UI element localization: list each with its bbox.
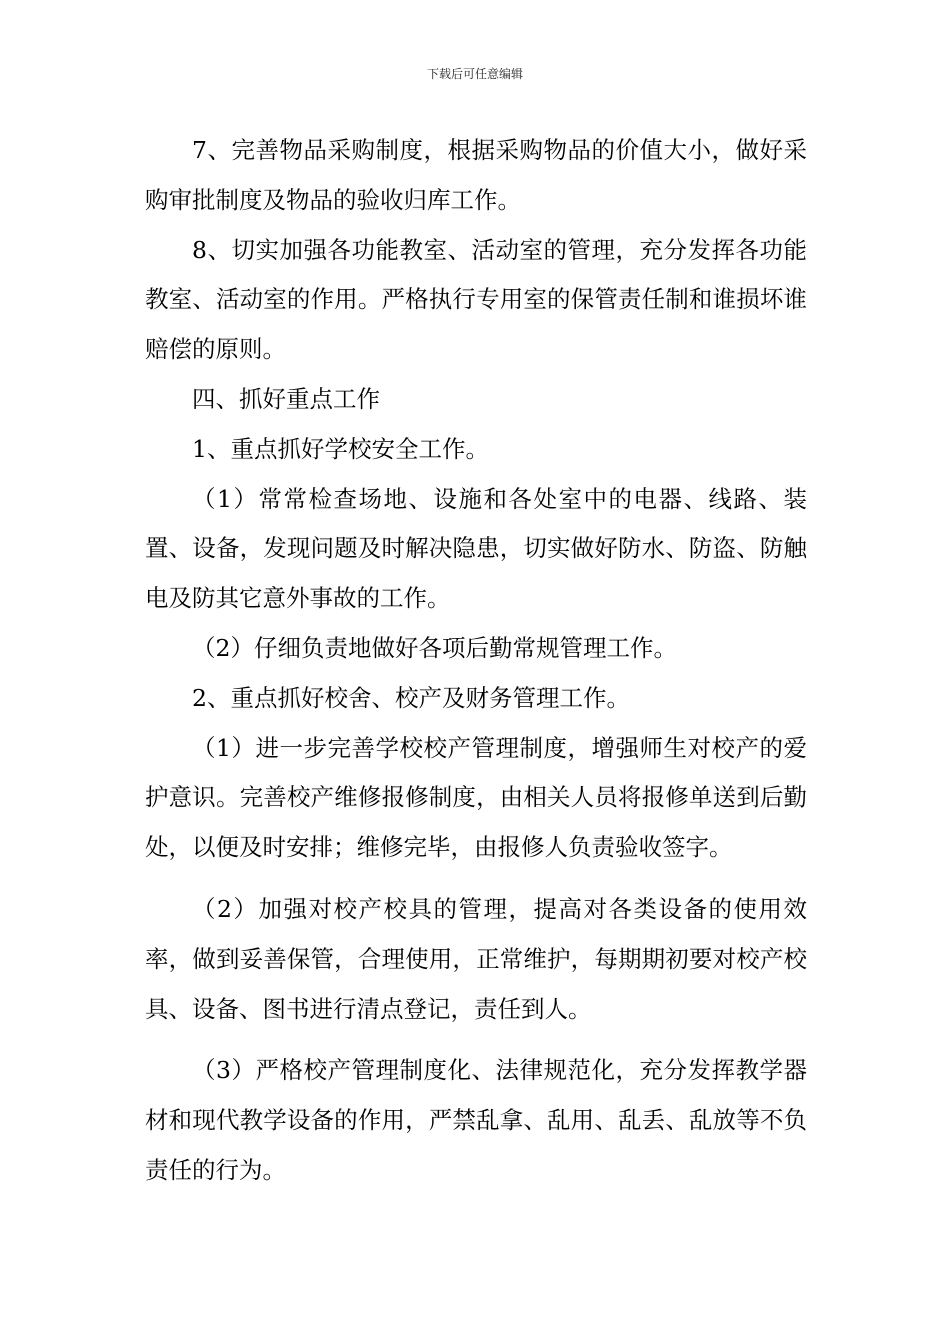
paragraph-asset-regulation: （3）严格校产管理制度化、法律规范化，充分发挥教学器材和现代教学设备的作用，严禁乱拿、乱用、乱丢、乱放等不负责任的行为。	[145, 1056, 807, 1184]
paragraph-assets-heading: 2、重点抓好校舍、校产及财务管理工作。	[192, 683, 630, 712]
page-header: 下载后可任意编辑	[426, 67, 523, 81]
paragraph-procurement: 7、完善物品采购制度，根据采购物品的价值大小，做好采购审批制度及物品的验收归库工作。	[145, 136, 807, 214]
paragraph-asset-system: （1）进一步完善学校校产管理制度，增强师生对校产的爱护意识。完善校产维修报修制度，由相关人员将报修单送到后勤处，以便及时安排；维修完毕，由报修人负责验收签字。	[145, 733, 807, 862]
paragraph-function-rooms: 8、切实加强各功能教室、活动室的管理，充分发挥各功能教室、活动室的作用。严格执行专用室的保管责任制和谁损坏谁赔偿的原则。	[145, 235, 807, 364]
paragraph-asset-management: （2）加强对校产校具的管理，提高对各类设备的使用效率，做到妥善保管，合理使用，正常维护，每期期初要对校产校具、设备、图书进行清点登记，责任到人。	[145, 894, 807, 1023]
paragraph-routine-management: （2）仔细负责地做好各项后勤常规管理工作。	[192, 633, 677, 662]
paragraph-safety-heading: 1、重点抓好学校安全工作。	[192, 434, 489, 463]
document-body	[145, 126, 807, 1196]
paragraph-safety-inspection: （1）常常检查场地、设施和各处室中的电器、线路、装置、设备，发现问题及时解决隐患，切实做好防水、防盗、防触电及防其它意外事故的工作。	[145, 484, 807, 613]
section-heading-key-work: 四、抓好重点工作	[192, 384, 380, 413]
